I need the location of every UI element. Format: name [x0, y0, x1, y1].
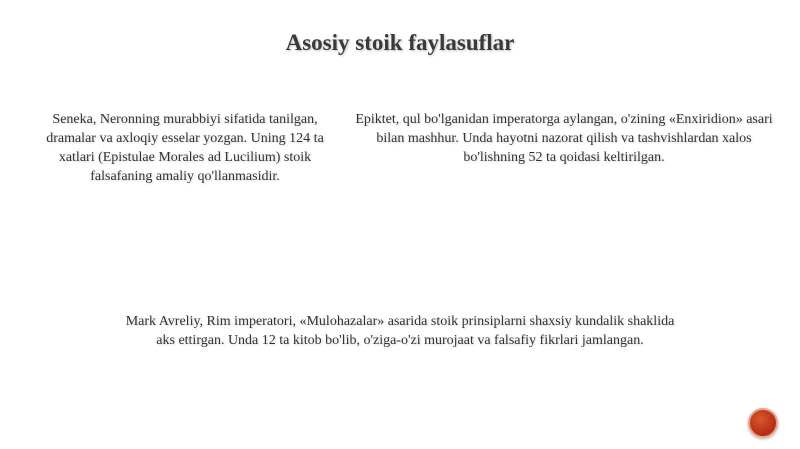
epictetus-paragraph: Epiktet, qul bo'lganidan imperatorga aylangan, o'zining «Enxiridion» asari bilan mashhur. Unda hayotni nazorat qilish va tashvishlardan xalos bo'lishning 52 ta qoidasi keltirilgan. [355, 112, 773, 165]
slide-title: Asosiy stoik faylasuflar [285, 30, 515, 55]
seneca-paragraph: Seneka, Neronning murabbiyi sifatida tanilgan, dramalar va axloqiy esselar yozgan. Uning 124 ta xatlari (Epistulae Morales ad Lucilium) stoik falsafaning amaliy qo'llanmasidir. [46, 112, 324, 184]
marcus-aurelius-paragraph: Mark Avreliy, Rim imperatori, «Mulohazalar» asarida stoik prinsiplarni shaxsiy kundalik shaklida aks ettirgan. Unda 12 ta kitob bo'lib, o'ziga-o'zi murojaat va falsafiy fikrlari jamlangan. [125, 314, 675, 348]
slide-nav-button[interactable] [748, 408, 778, 438]
